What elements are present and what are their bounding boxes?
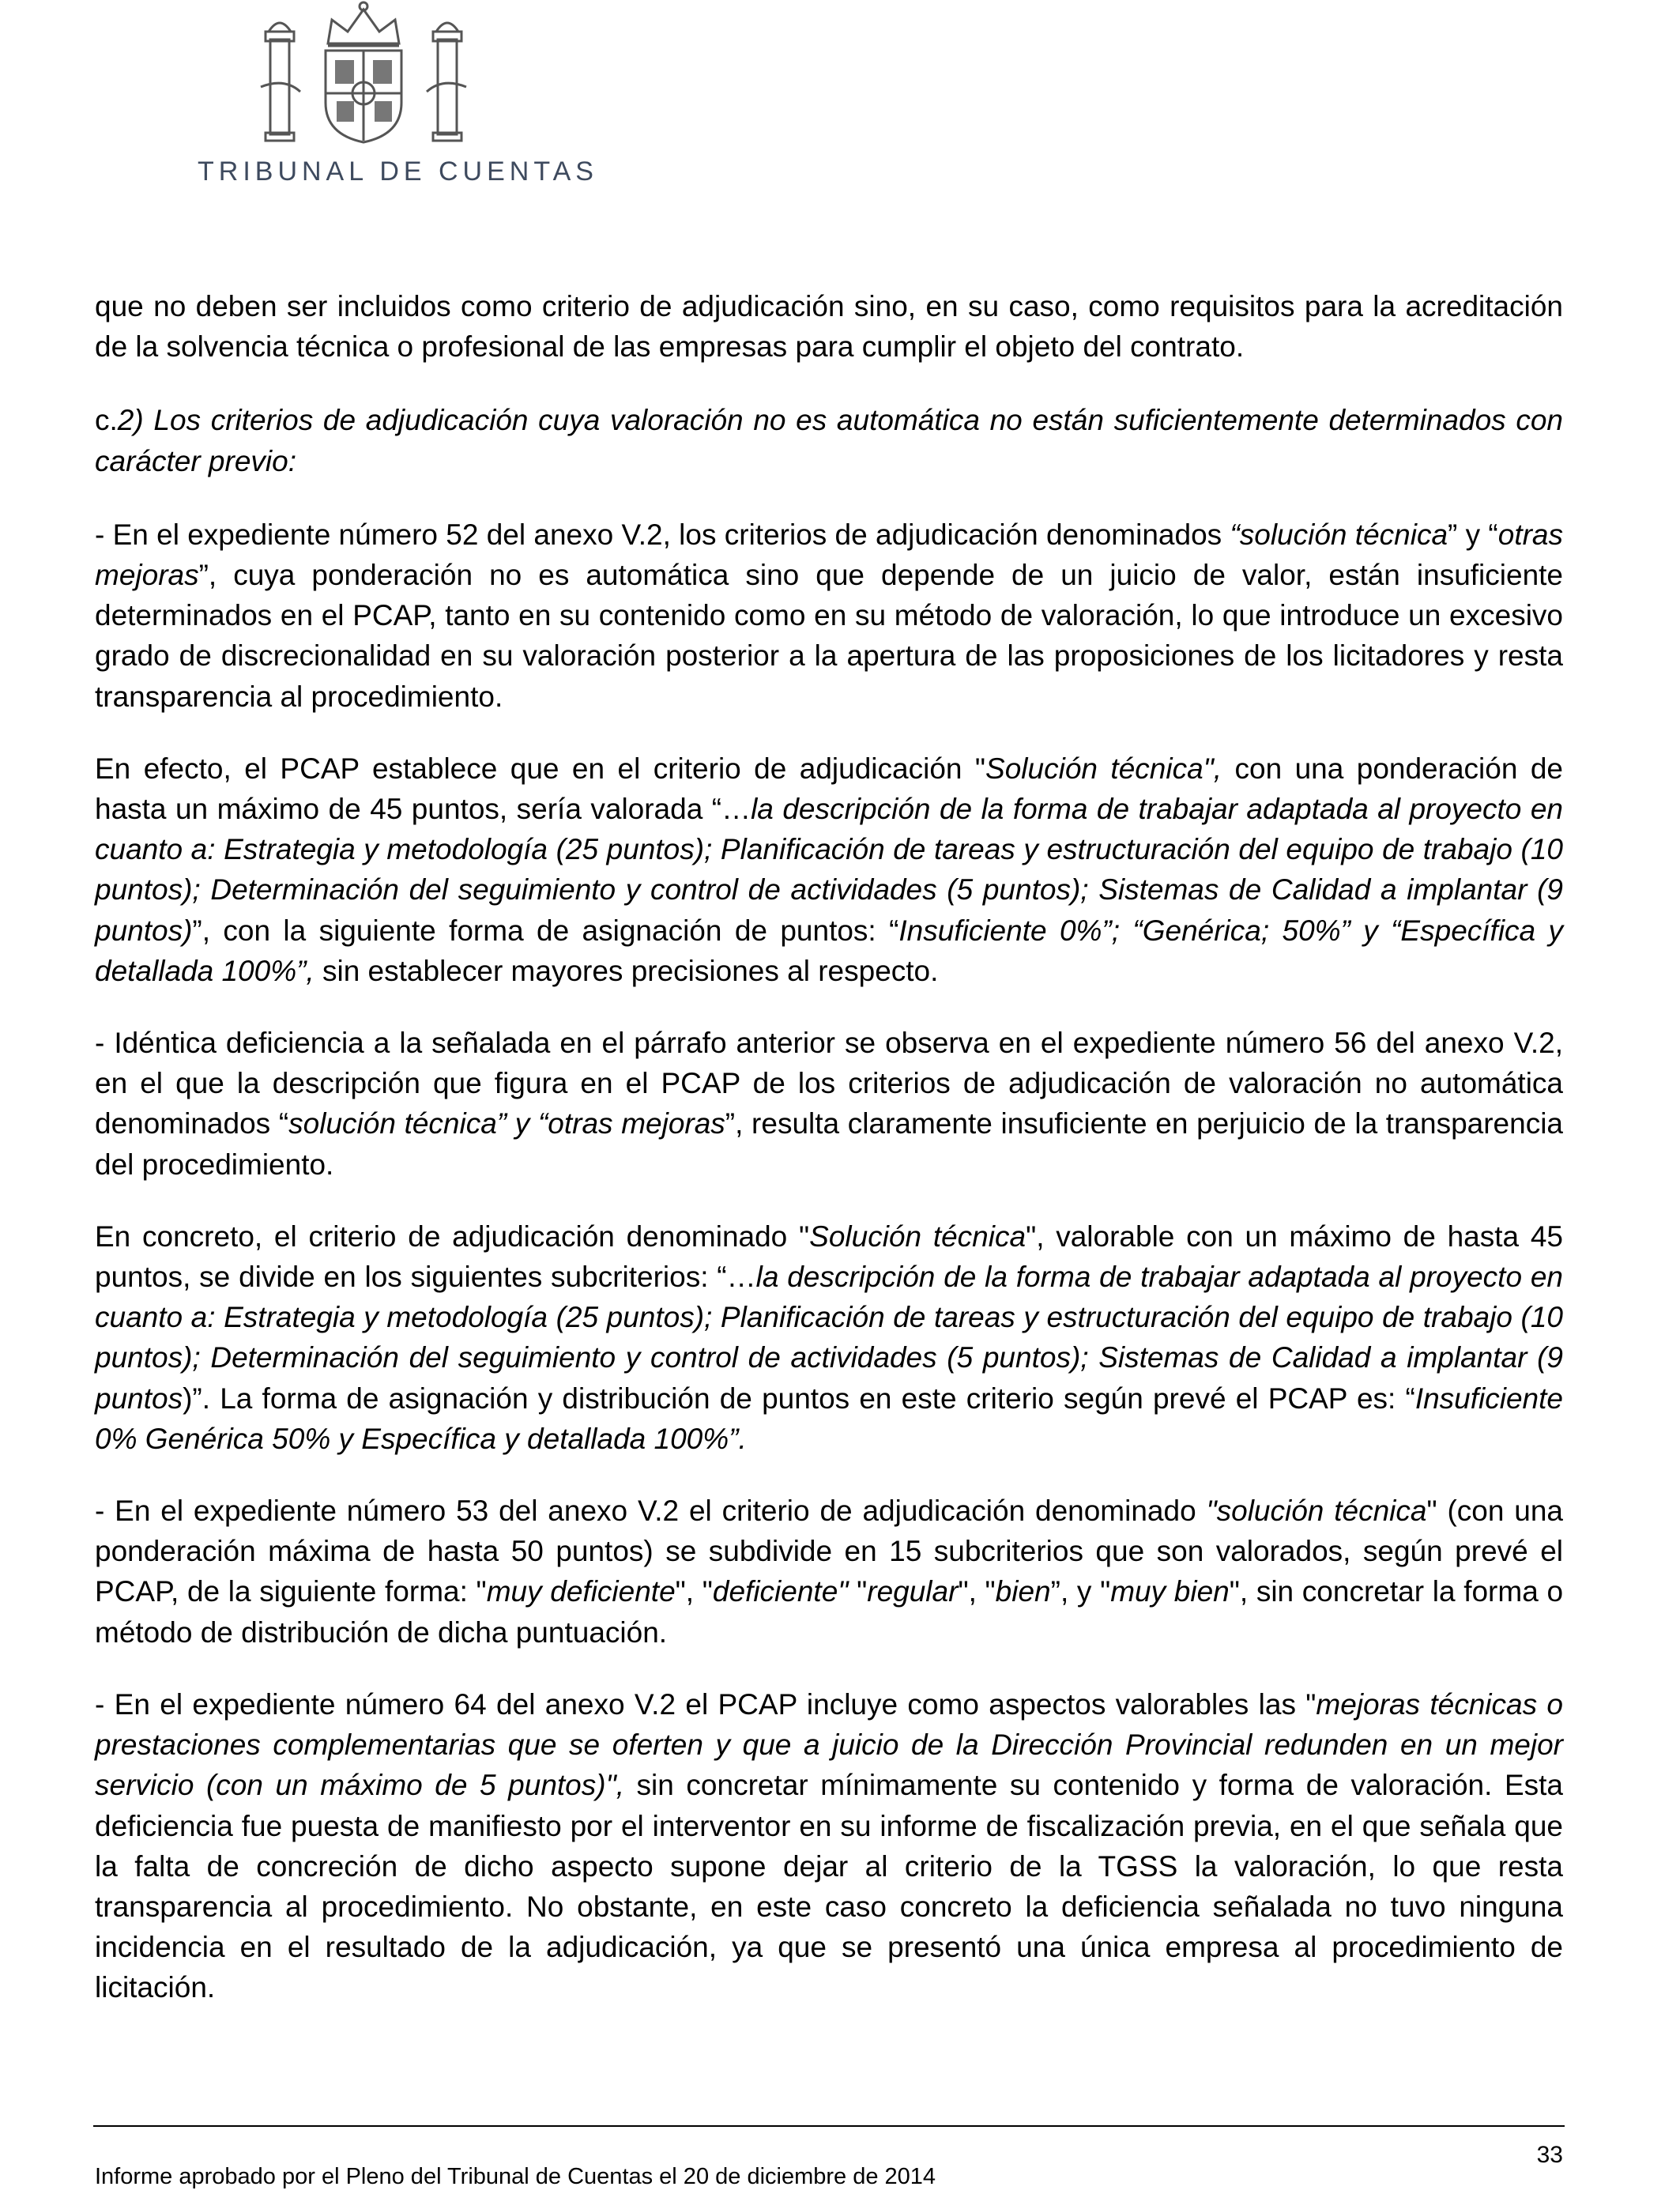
page-number: 33 [1536,2142,1563,2168]
paragraph-text: que no deben ser incluidos como criterio de adjudicación sino, en su caso, como requisitos para la acreditación de la solvencia técnica o profesional de las empresas para cumplir el objeto del contrato. [95,290,1563,364]
italic-run: “solución técnica [1230,518,1448,551]
italic-run: Insuficiente 0%”; “Genérica; 50%” y “Específica y detallada 100%”, [95,914,1563,987]
text-run: ", " [958,1575,996,1608]
italic-run: muy deficiente [486,1575,676,1608]
italic-run: bien [995,1575,1051,1608]
text-run: - En el expediente número 53 del anexo V.2 el criterio de adjudicación denominado [95,1495,1207,1528]
italic-run: solución técnica” y “otras mejoras [288,1107,725,1140]
text-run: con una ponderación de hasta un máximo de 45 puntos, sería valorada “… [95,752,1563,826]
text-run: " (con una ponderación máxima de hasta 50 puntos) se subdivide en 15 subcriterios que son valorados, según prevé el PCAP, de la siguiente forma: " [95,1495,1563,1608]
heading-text: 2) Los criterios de adjudicación cuya valoración no es automática no están suficientemente determinados con carácter previo: [95,404,1563,477]
paragraph [95,1216,1563,1459]
paragraph [95,1491,1563,1653]
paragraph [95,286,1563,367]
italic-run: otras mejoras [95,518,1564,592]
italic-run: Solución técnica", [985,752,1222,785]
italic-run: regular [867,1575,959,1608]
italic-run: la descripción de la forma de trabajar adaptada al proyecto en cuanto a: Estrategia y metodología (25 puntos); Planificación de tareas y estructuración del equipo de trabajo (10 puntos); Determinación del seguimiento y control de actividades (5 puntos); Sistemas de Calidad a implantar (9 puntos) [95,793,1563,947]
paragraph [95,748,1563,991]
text-run: ", valorable con un máximo de hasta 45 puntos, se divide en los siguientes subcriterios: “… [95,1220,1563,1294]
text-run: sin establecer mayores precisiones al respecto. [314,954,939,987]
text-run: ”, con la siguiente forma de asignación de puntos: “ [192,914,899,947]
section-heading [95,400,1563,481]
text-run: En concreto, el criterio de adjudicación denominado " [95,1220,810,1253]
text-run: ”, cuya ponderación no es automática sino que depende de un juicio de valor, están insuficiente determinados en el PCAP, tanto en su contenido como en su método de valoración, lo que introduce un excesivo grado de discrecionalidad en su valoración posterior a la apertura de las proposiciones de los licitadores y resta transparencia al procedimiento. [95,559,1563,713]
footer-report-note: Informe aprobado por el Pleno del Tribunal de Cuentas el 20 de diciembre de 2014 [95,2164,936,2189]
italic-run: la descripción de la forma de trabajar adaptada al proyecto en cuanto a: Estrategia y metodología (25 puntos); Planificación de tareas y estructuración del equipo de trabajo (10 puntos); Determinación del seguimiento y control de actividades (5 puntos); Sistemas de Calidad a implantar (9 puntos [95,1261,1563,1415]
paragraph [95,1023,1563,1185]
italic-run: "solución técnica [1206,1495,1427,1528]
text-run: )”. La forma de asignación y distribución de puntos en este criterio según prevé el PCAP es: “ [183,1382,1415,1415]
text-run: ", " [675,1575,713,1608]
text-run: - En el expediente número 64 del anexo V.2 el PCAP incluye como aspectos valorables las " [95,1687,1317,1721]
text-run: " [848,1575,868,1608]
royal-coat-of-arms-icon [253,0,474,146]
text-run: sin concretar mínimamente su contenido y forma de valoración. Esta deficiencia fue puesta de manifiesto por el interventor en su informe de fiscalización previa, en el que señala que la falta de concreción de dicho aspecto supone dejar al criterio de la TGSS la valoración, lo que resta transparencia al procedimiento. No obstante, en este caso concreto la deficiencia señalada no tuvo ninguna incidencia en el resultado de la adjudicación, ya que se presentó una única empresa al procedimiento de licitación. [95,1769,1564,2004]
text-run: ” y “ [1448,518,1498,551]
italic-run: Solución técnica [809,1220,1026,1253]
heading-prefix: c. [95,404,118,437]
italic-run: deficiente" [712,1575,849,1608]
text-run: En efecto, el PCAP establece que en el criterio de adjudicación " [95,752,986,785]
italic-run: muy bien [1110,1575,1230,1608]
institution-logo [95,0,598,190]
paragraph [95,1684,1563,2008]
institution-name: TRIBUNAL DE CUENTAS [198,156,598,187]
text-run: ”, resulta claramente insuficiente en perjuicio de la transparencia del procedimiento. [95,1107,1563,1181]
text-run: ", sin concretar la forma o método de distribución de dicha puntuación. [95,1575,1564,1649]
italic-run: Insuficiente 0% Genérica 50% y Específica y detallada 100%”. [95,1382,1563,1455]
paragraph [95,515,1563,717]
italic-run: mejoras técnicas o prestaciones complementarias que se oferten y que a juicio de la Dirección Provincial redunden en un mejor servicio (con un máximo de 5 puntos)", [95,1687,1563,1802]
document-body [95,286,1563,2040]
text-run: - Idéntica deficiencia a la señalada en el párrafo anterior se observa en el expediente número 56 del anexo V.2, en el que la descripción que figura en el PCAP de los criterios de adjudicación de valoración no automática denominados “ [95,1027,1563,1140]
text-run: ”, y " [1050,1575,1111,1608]
footer-divider [93,2125,1565,2127]
text-run: - En el expediente número 52 del anexo V.2, los criterios de adjudicación denominados [95,518,1230,551]
